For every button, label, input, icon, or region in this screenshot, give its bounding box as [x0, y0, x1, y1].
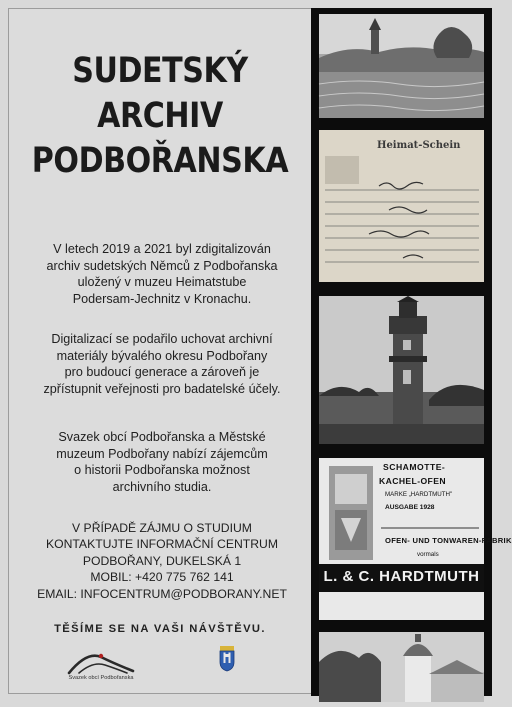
photo-frame-lake-village — [319, 14, 484, 118]
photo-frame-lookout-tower — [319, 296, 484, 444]
offer-paragraph — [15, 429, 309, 495]
lake-village-photo-icon — [319, 14, 484, 118]
ad-line: vormals — [417, 551, 439, 558]
digitization-line: materiály bývalého okresu Podbořany — [56, 348, 268, 363]
intro-line: archiv sudetských Němců z Podbořanska — [46, 258, 278, 273]
greeting-text: TĚŠÍME SE NA VAŠI NÁVŠTĚVU. — [54, 623, 266, 635]
title-line-1: SUDETSKÝ — [72, 51, 248, 91]
contact-address: PODBOŘANY, DUKELSKÁ 1 — [82, 553, 242, 568]
ad-line: KACHEL-OFEN — [379, 476, 446, 486]
town-crest-icon — [219, 646, 235, 672]
offer-line: Svazek obcí Podbořanska a Městské — [58, 430, 266, 444]
offer-line: muzeum Podbořany nabízí zájemcům — [56, 446, 268, 461]
contact-line: KONTAKTUJTE INFORMAČNÍ CENTRUM — [45, 537, 278, 552]
title-line-2: ARCHIV — [97, 96, 223, 136]
digitization-line: Digitalizací se podařilo uchovat archivní — [51, 332, 273, 346]
intro-line: V letech 2019 a 2021 byl zdigitalizován — [53, 242, 271, 256]
contact-email: EMAIL: INFOCENTRUM@PODBORANY.NET — [37, 586, 287, 601]
heimatschein-title: Heimat-Schein — [377, 140, 461, 151]
digitization-paragraph — [15, 331, 309, 397]
ad-line: OFEN- UND TONWAREN-FABRIK — [385, 536, 512, 545]
intro-paragraph — [15, 241, 309, 307]
svazek-logo-mark-icon — [65, 645, 137, 677]
offer-line: archivního studia. — [112, 479, 212, 494]
film-strip — [311, 8, 512, 696]
ad-line: MARKE „HARDTMUTH" — [385, 491, 453, 498]
digitization-line: zpřístupnit veřejnosti pro badatelské účely. — [43, 381, 281, 396]
heimatschein-document-icon — [319, 130, 484, 282]
intro-line: Podersam-Jechnitz v Kronachu. — [72, 291, 252, 306]
photo-frame-hardtmuth-ad — [319, 458, 512, 620]
intro-line: uložený v muzeu Heimatstube — [77, 275, 247, 290]
ad-company-name: L. & C. HARDTMUTH — [323, 568, 480, 585]
poster — [8, 8, 512, 694]
contact-block — [15, 520, 309, 602]
title-line-3: PODBOŘANSKA — [31, 141, 289, 181]
svazek-logo-caption: Svazek obcí Podbořanska — [68, 675, 134, 681]
church-photo-icon — [319, 632, 484, 702]
digitization-line: pro budoucí generace a zároveň je — [64, 365, 260, 380]
ad-line: SCHAMOTTE- — [383, 462, 446, 472]
offer-line: o historii Podbořanska možnost — [74, 463, 250, 478]
photo-frame-heimatschein — [319, 130, 484, 282]
svazek-logo — [65, 645, 137, 687]
lookout-tower-photo-icon — [319, 296, 484, 444]
photo-frame-church — [319, 632, 484, 702]
contact-mobile: MOBIL: +420 775 762 141 — [90, 570, 234, 585]
ad-line: AUSGABE 1928 — [385, 504, 435, 511]
poster-text-column — [9, 9, 311, 693]
poster-title — [30, 49, 290, 184]
contact-line: V PŘÍPADĚ ZÁJMU O STUDIUM — [72, 521, 252, 535]
